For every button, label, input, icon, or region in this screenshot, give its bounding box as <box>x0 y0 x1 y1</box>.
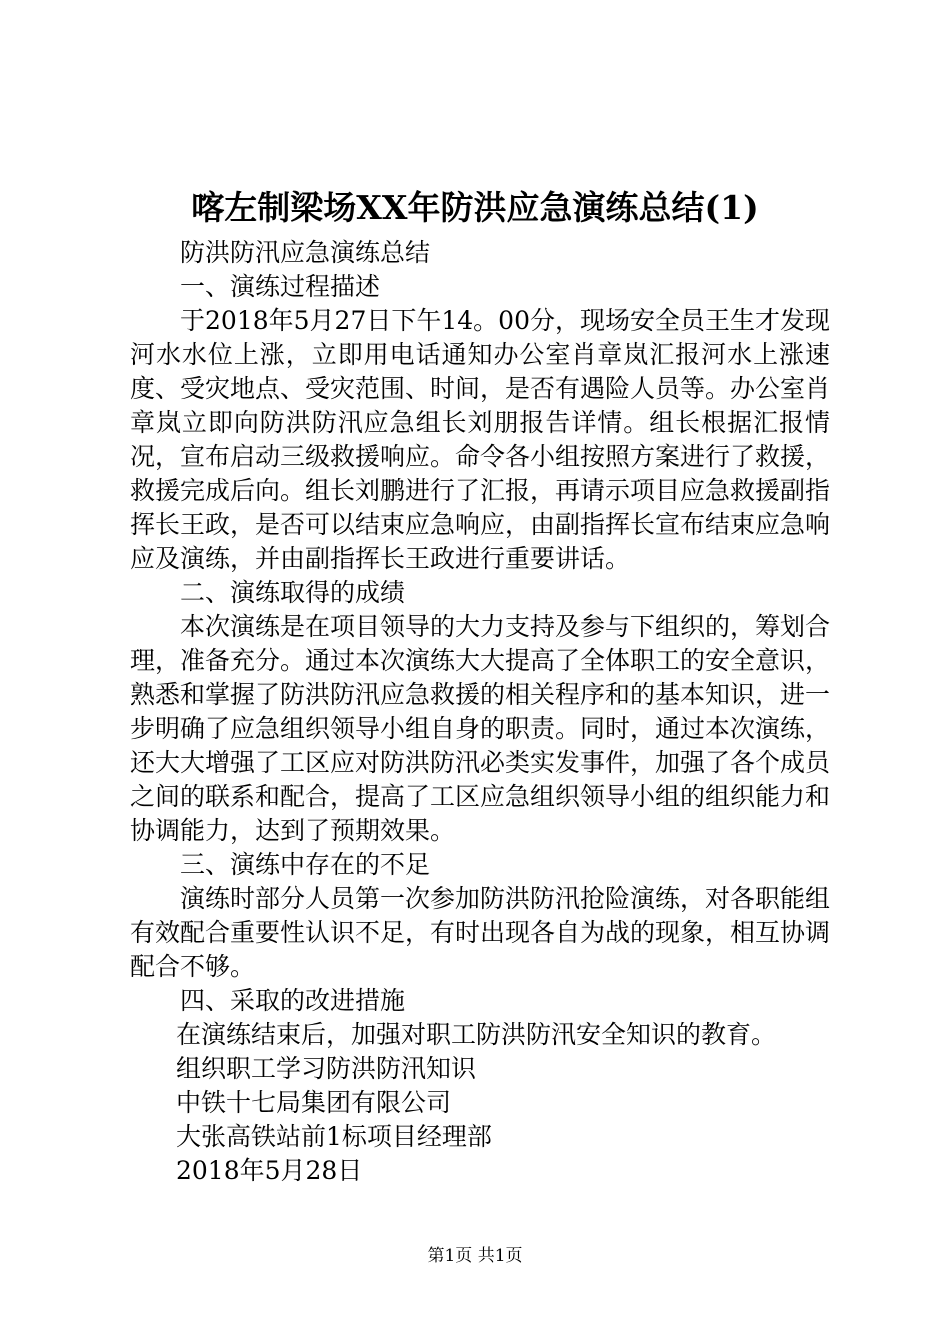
section-body-4: 在演练结束后，加强对职工防洪防汛安全知识的教育。 <box>176 1020 777 1049</box>
document-body <box>130 236 830 1188</box>
document-title: 喀左制梁场XX年防洪应急演练总结(1) <box>191 188 759 227</box>
subtitle-paragraph: 防洪防汛应急演练总结 <box>180 238 431 267</box>
section-body-2: 本次演练是在项目领导的大力支持及参与下组织的，筹划合理，准备充分。通过本次演练大大提高了全体职工的安全意识，熟悉和掌握了防洪防汛应急救援的相关程序和的基本知识，进一步明确了应急组织领导小组自身的职责。同时，通过本次演练，还大大增强了工区应对防洪防汛必类实发事件，加强了各个成员之间的联系和配合，提高了工区应急组织领导小组的组织能力和协调能力，达到了预期效果。 <box>130 612 831 845</box>
signature-date: 2018年5月28日 <box>176 1156 363 1185</box>
signature-company: 中铁十七局集团有限公司 <box>176 1088 452 1117</box>
section-heading-1: 一、演练过程描述 <box>180 272 381 301</box>
section-heading-4: 四、采取的改进措施 <box>180 986 406 1015</box>
section-body-3: 演练时部分人员第一次参加防洪防汛抢险演练，对各职能组有效配合重要性认识不足，有时出现各自为战的现象，相互协调配合不够。 <box>130 884 831 981</box>
page-footer: 第1页 共1页 <box>427 1246 523 1266</box>
section-heading-3: 三、演练中存在的不足 <box>180 850 431 879</box>
section-body-1: 于2018年5月27日下午14。00分，现场安全员王生才发现河水水位上涨，立即用电话通知办公室肖章岚汇报河水上涨速度、受灾地点、受灾范围、时间，是否有遇险人员等。办公室肖章岚立即向防洪防汛应急组长刘朋报告详情。组长根据汇报情况，宣布启动三级救援响应。命令各小组按照方案进行了救援，救援完成后向。组长刘鹏进行了汇报，再请示项目应急救援副指挥长王政，是否可以结束应急响应，由副指挥长宣布结束应急响应及演练，并由副指挥长王政进行重要讲话。 <box>130 306 831 573</box>
section-body-4-line-2: 组织职工学习防洪防汛知识 <box>176 1054 477 1083</box>
section-heading-2: 二、演练取得的成绩 <box>180 578 406 607</box>
signature-department: 大张高铁站前1标项目经理部 <box>176 1122 492 1151</box>
